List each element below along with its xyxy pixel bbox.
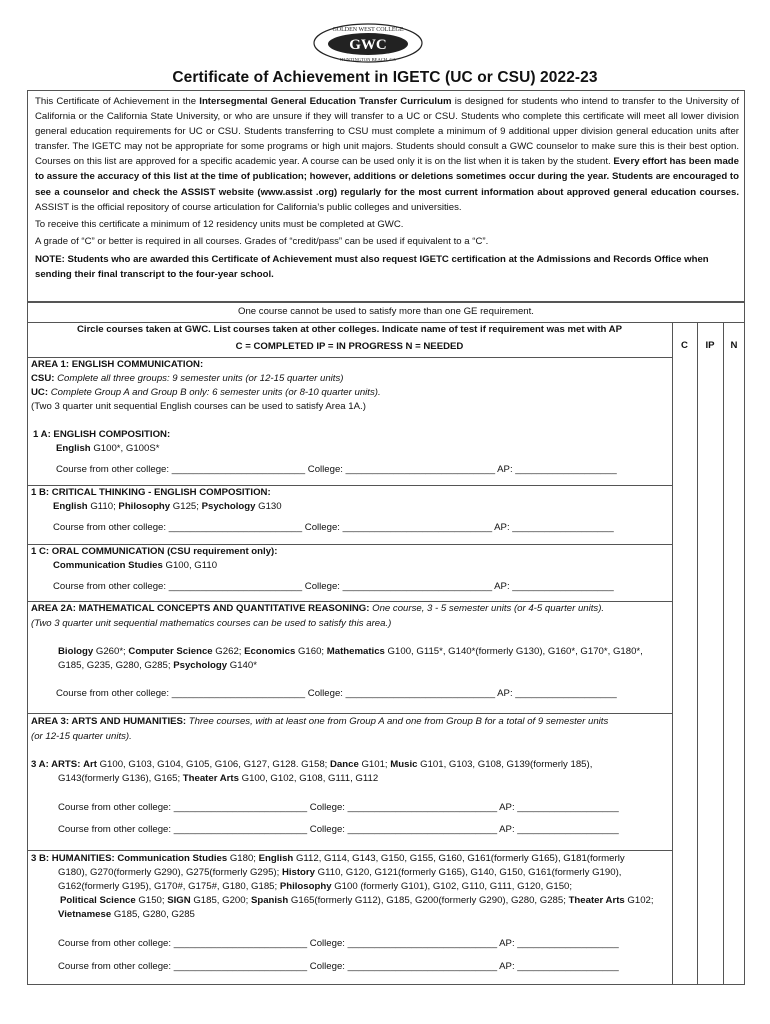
area-1-heading: AREA 1: ENGLISH COMMUNICATION: [31,359,204,370]
other-college-field[interactable]: Course from other college: _________________________ College: ____________________________ AP: ___________________ [56,688,617,699]
area-2a-heading: AREA 2A: MATHEMATICAL CONCEPTS AND QUANTITATIVE REASONING: One course, 3 - 5 semester units (or 4-5 quarter units). [31,603,605,614]
column-header-in-progress: IP [705,340,715,351]
section-3b-courses-line-1: 3 B: HUMANITIES: Communication Studies G180; English G112, G114, G143, G150, G155, G160, G161(formerly G165), G181(formerly [31,853,625,864]
column-header-completed: C [681,340,688,351]
table-divider [27,713,672,714]
section-1a-courses: English G100*, G100S* [56,443,160,454]
intro-paragraph-2: To receive this certificate a minimum of 12 residency units must be completed at GWC. [35,218,404,230]
section-1b-courses: English G110; Philosophy G125; Psychology G130 [53,501,282,512]
other-college-field[interactable]: Course from other college: _________________________ College: ____________________________ AP: ___________________ [58,961,619,972]
intro-paragraph-1: This Certificate of Achievement in the Intersegmental General Education Transfer Curriculum is designed for students who intend to transfer to the University of California or the California State University, or who are unsure if they will transfer to a UC or CSU. Students who complete this certificate will meet all lower division general education requirements for UC or CSU. Students transferring to CSU must complete a minimum of 9 additional upper division general education units after transfer. The IGETC may not be appropriate for some programs or high unit majors. Students should consult a GWC counselor to make sure this is their best option. Courses on this list are approved for a specific academic year. A course can be used only it is on the list when it is taken by the student. Every effort has been made to assure the accuracy of this list at the time of publication; however, additions or deletions sometimes occur during the year. Students are encouraged to see a counselor and check the ASSIST website (www.assist .org) regularly for the most current information about approved general education courses. ASSIST is the official repository of course articulation for California’s public colleges and universities. [35,96,739,213]
logo-top-text: GOLDEN WEST COLLEGE [332,27,404,33]
column-divider [697,322,698,985]
other-college-field[interactable]: Course from other college: _________________________ College: ____________________________ AP: ___________________ [53,522,614,533]
column-header-needed: N [730,340,738,351]
section-3b-courses-line-5: Vietnamese G185, G280, G285 [58,909,195,920]
intro-paragraph-3: A grade of “C” or better is required in all courses. Grades of “credit/pass” can be used if equivalent to a “C”. [35,235,489,247]
logo-mark: GWC [349,37,387,53]
table-instructions: Circle courses taken at GWC. List courses taken at other colleges. Indicate name of test if requirement was met with AP [76,324,623,335]
section-3b-courses-line-3: G162(formerly G195), G170#, G175#, G180, G185; Philosophy G100 (formerly G101), G102, G110, G111, G120, G150; [58,881,573,892]
intro-text [35,94,739,282]
section-1c-heading: 1 C: ORAL COMMUNICATION (CSU requirement only): [31,546,278,557]
other-college-field[interactable]: Course from other college: _________________________ College: ____________________________ AP: ___________________ [58,824,619,835]
area-2a-courses-line-1: Biology G260*; Computer Science G262; Economics G160; Mathematics G100, G115*, G140*(formerly G130), G160*, G170*, G180*, [58,646,643,657]
area-1-note: (Two 3 quarter unit sequential English courses can be used to satisfy Area 1A.) [31,401,366,412]
intro-note: NOTE: Students who are awarded this Certificate of Achievement must also request IGETC certification at the Admissions and Records Office when sending their final transcript to the four-year school. [35,253,709,281]
other-college-field[interactable]: Course from other college: _________________________ College: ____________________________ AP: ___________________ [58,938,619,949]
area-3-heading-cont: (or 12-15 quarter units). [31,731,132,742]
section-1a-heading: 1 A: ENGLISH COMPOSITION: [33,429,171,440]
area-1-uc-rule: UC: Complete Group A and Group B only: 6 semester units (or 8-10 quarter units). [31,387,381,398]
section-3a-courses-line-1: 3 A: ARTS: Art G100, G103, G104, G105, G106, G127, G128. G158; Dance G101; Music G101, G103, G108, G139(formerly 185), [31,759,593,770]
column-divider [723,322,724,985]
section-3b-courses-line-4: Political Science G150; SIGN G185, G200; Spanish G165(formerly G112), G185, G200(formerly G290), G280, G285; Theater Arts G102; [60,895,654,906]
area-2a-note: (Two 3 quarter unit sequential mathematics courses can be used to satisfy this area.) [31,618,392,629]
page-title: Certificate of Achievement in IGETC (UC or CSU) 2022-23 [172,69,598,86]
section-1b-heading: 1 B: CRITICAL THINKING - ENGLISH COMPOSITION: [31,487,271,498]
column-divider [672,322,673,985]
college-logo [312,22,424,64]
other-college-field[interactable]: Course from other college: _________________________ College: ____________________________ AP: ___________________ [53,581,614,592]
other-college-field[interactable]: Course from other college: _________________________ College: ____________________________ AP: ___________________ [56,464,617,475]
logo-bottom-text: HUNTINGTON BEACH, CA [340,57,396,62]
area-3-heading: AREA 3: ARTS AND HUMANITIES: Three courses, with at least one from Group A and one from Group B for a total of 9 semester units [31,716,609,727]
section-3a-courses-line-2: G143(formerly G136), G165; Theater Arts G100, G102, G108, G111, G112 [58,773,379,784]
status-legend: C = COMPLETED IP = IN PROGRESS N = NEEDED [235,341,464,352]
area-1-csu-rule: CSU: Complete all three groups: 9 semester units (or 12-15 quarter units) [31,373,344,384]
section-3b-courses-line-2: G180), G270(formerly G290), G275(formerly G295); History G110, G120, G121(formerly G165), G140, G150, G161(formerly G190), [58,867,622,878]
other-college-field[interactable]: Course from other college: _________________________ College: ____________________________ AP: ___________________ [58,802,619,813]
table-divider [27,850,672,851]
area-2a-courses-line-2: G185, G235, G280, G285; Psychology G140* [58,660,257,671]
section-1c-courses: Communication Studies G100, G110 [53,560,218,571]
table-note: One course cannot be used to satisfy more than one GE requirement. [238,306,534,317]
